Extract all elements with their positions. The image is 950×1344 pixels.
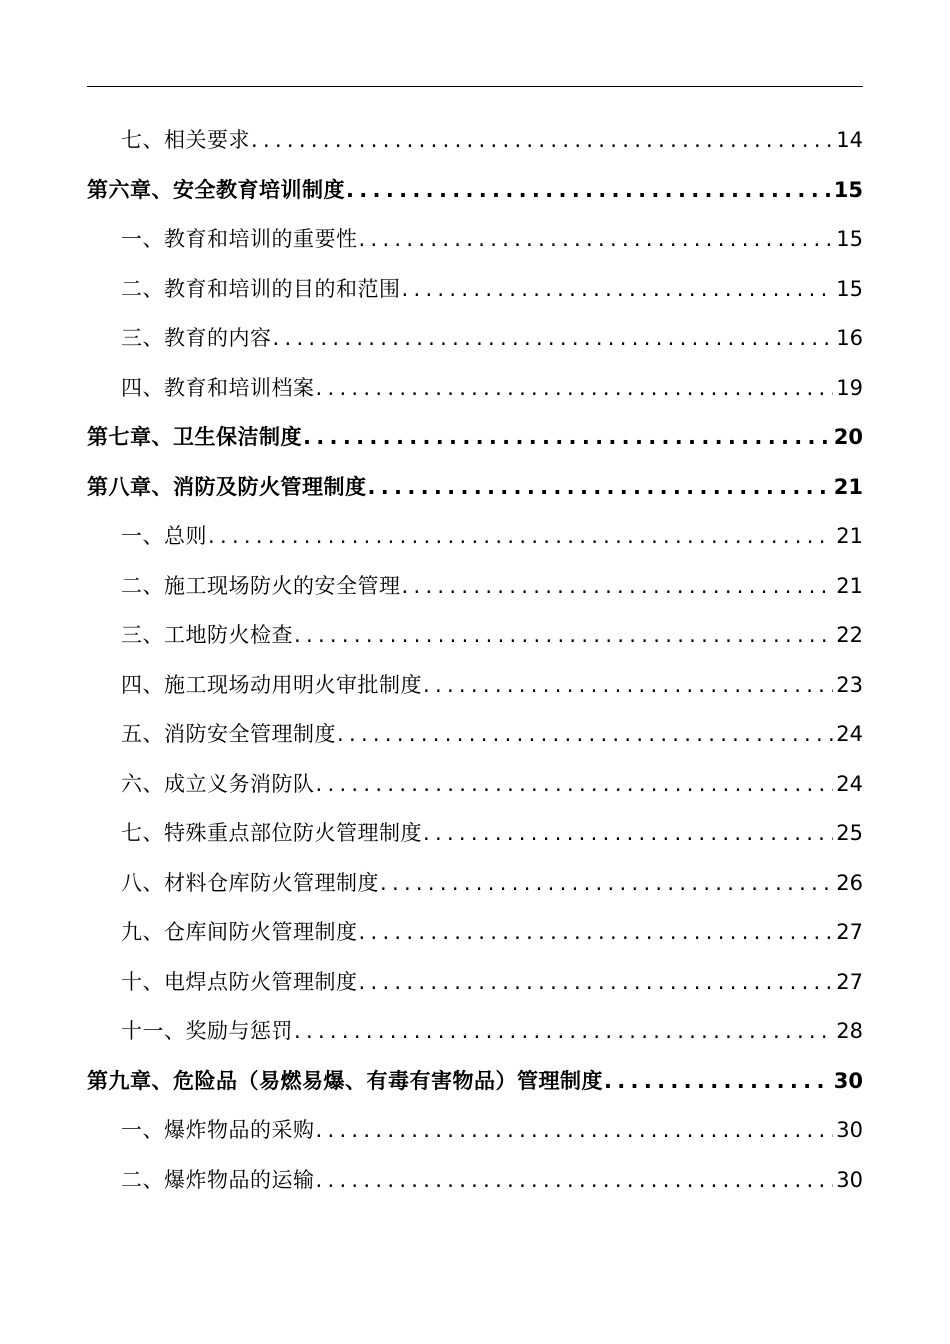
toc-entry-page: 25 bbox=[836, 821, 863, 845]
toc-entry-title: 七、特殊重点部位防火管理制度 bbox=[121, 821, 422, 845]
toc-dot-leader bbox=[316, 1106, 834, 1156]
toc-entry[interactable] bbox=[87, 1007, 863, 1057]
toc-entry[interactable] bbox=[87, 215, 863, 265]
toc-entry-title: 十、电焊点防火管理制度 bbox=[121, 969, 358, 994]
toc-chapter-entry[interactable] bbox=[87, 166, 863, 216]
toc-entry[interactable] bbox=[87, 512, 863, 562]
table-of-contents bbox=[87, 116, 863, 1205]
toc-chapter-entry[interactable] bbox=[87, 1057, 863, 1107]
toc-entry-title: 四、教育和培训档案 bbox=[121, 375, 315, 400]
toc-entry-title: 二、教育和培训的目的和范围 bbox=[121, 276, 401, 301]
header-rule bbox=[87, 86, 863, 87]
toc-entry-page: 16 bbox=[836, 326, 863, 350]
toc-entry-page: 15 bbox=[833, 177, 863, 202]
toc-entry-title: 一、爆炸物品的采购 bbox=[121, 1118, 315, 1142]
toc-entry[interactable] bbox=[87, 314, 863, 364]
toc-dot-leader bbox=[346, 166, 831, 216]
toc-entry-page: 30 bbox=[836, 1167, 863, 1192]
toc-entry[interactable] bbox=[87, 116, 863, 166]
toc-entry[interactable] bbox=[87, 562, 863, 612]
toc-entry-title: 六、成立义务消防队 bbox=[121, 771, 315, 796]
toc-entry-title: 二、爆炸物品的运输 bbox=[121, 1167, 315, 1192]
toc-entry-title: 五、消防安全管理制度 bbox=[121, 722, 336, 746]
toc-dot-leader bbox=[604, 1057, 831, 1107]
toc-entry[interactable] bbox=[87, 265, 863, 315]
toc-dot-leader bbox=[380, 859, 833, 909]
toc-entry-title: 三、工地防火检查 bbox=[121, 623, 293, 647]
toc-entry-title: 第八章、消防及防火管理制度 bbox=[87, 474, 367, 499]
toc-dot-leader bbox=[273, 314, 834, 364]
toc-entry-page: 27 bbox=[836, 920, 863, 944]
toc-entry-page: 15 bbox=[836, 276, 863, 301]
toc-entry[interactable] bbox=[87, 908, 863, 958]
toc-entry-page: 21 bbox=[833, 474, 863, 499]
toc-entry-title: 二、施工现场防火的安全管理 bbox=[121, 573, 401, 598]
toc-chapter-entry[interactable] bbox=[87, 463, 863, 513]
toc-entry-title: 第六章、安全教育培训制度 bbox=[87, 177, 345, 202]
toc-entry-page: 20 bbox=[833, 425, 863, 449]
toc-dot-leader bbox=[316, 364, 834, 414]
toc-entry-title: 九、仓库间防火管理制度 bbox=[121, 920, 358, 944]
toc-dot-leader bbox=[208, 512, 833, 562]
toc-entry-page: 19 bbox=[836, 375, 863, 400]
toc-dot-leader bbox=[337, 710, 833, 760]
toc-dot-leader bbox=[359, 215, 834, 265]
toc-entry-page: 27 bbox=[836, 969, 863, 994]
toc-dot-leader bbox=[402, 562, 834, 612]
toc-entry-title: 七、相关要求 bbox=[121, 128, 250, 152]
toc-entry[interactable] bbox=[87, 1156, 863, 1206]
toc-entry-page: 22 bbox=[836, 623, 863, 647]
toc-dot-leader bbox=[423, 661, 833, 711]
toc-entry-page: 14 bbox=[836, 128, 863, 152]
toc-entry-page: 26 bbox=[836, 870, 863, 895]
toc-dot-leader bbox=[316, 1156, 834, 1206]
toc-dot-leader bbox=[294, 1007, 833, 1057]
toc-dot-leader bbox=[294, 611, 833, 661]
toc-entry[interactable] bbox=[87, 364, 863, 414]
toc-entry-title: 十一、奖励与惩罚 bbox=[121, 1019, 293, 1043]
toc-entry-title: 第七章、卫生保洁制度 bbox=[87, 425, 302, 449]
toc-entry-title: 四、施工现场动用明火审批制度 bbox=[121, 672, 422, 697]
toc-dot-leader bbox=[251, 116, 833, 166]
toc-entry-page: 15 bbox=[836, 227, 863, 251]
toc-dot-leader bbox=[316, 760, 834, 810]
toc-entry-title: 三、教育的内容 bbox=[121, 326, 272, 350]
toc-entry-title: 一、总则 bbox=[121, 524, 207, 548]
toc-dot-leader bbox=[303, 413, 831, 463]
toc-entry[interactable] bbox=[87, 958, 863, 1008]
toc-entry-title: 八、材料仓库防火管理制度 bbox=[121, 870, 379, 895]
toc-dot-leader bbox=[359, 908, 834, 958]
toc-entry[interactable] bbox=[87, 1106, 863, 1156]
toc-entry[interactable] bbox=[87, 661, 863, 711]
toc-entry-page: 28 bbox=[836, 1019, 863, 1043]
toc-dot-leader bbox=[359, 958, 834, 1008]
toc-entry-page: 24 bbox=[836, 771, 863, 796]
toc-dot-leader bbox=[423, 809, 833, 859]
toc-entry-title: 一、教育和培训的重要性 bbox=[121, 227, 358, 251]
toc-entry-page: 30 bbox=[833, 1068, 863, 1093]
toc-entry-page: 21 bbox=[836, 573, 863, 598]
toc-entry[interactable] bbox=[87, 760, 863, 810]
toc-dot-leader bbox=[402, 265, 834, 315]
toc-entry-page: 24 bbox=[836, 722, 863, 746]
toc-entry-page: 23 bbox=[836, 672, 863, 697]
toc-entry[interactable] bbox=[87, 710, 863, 760]
toc-entry[interactable] bbox=[87, 859, 863, 909]
toc-entry[interactable] bbox=[87, 809, 863, 859]
toc-entry-page: 30 bbox=[836, 1118, 863, 1142]
toc-entry-page: 21 bbox=[836, 524, 863, 548]
toc-entry-title: 第九章、危险品（易燃易爆、有毒有害物品）管理制度 bbox=[87, 1068, 603, 1093]
toc-chapter-entry[interactable] bbox=[87, 413, 863, 463]
toc-dot-leader bbox=[368, 463, 831, 513]
toc-entry[interactable] bbox=[87, 611, 863, 661]
